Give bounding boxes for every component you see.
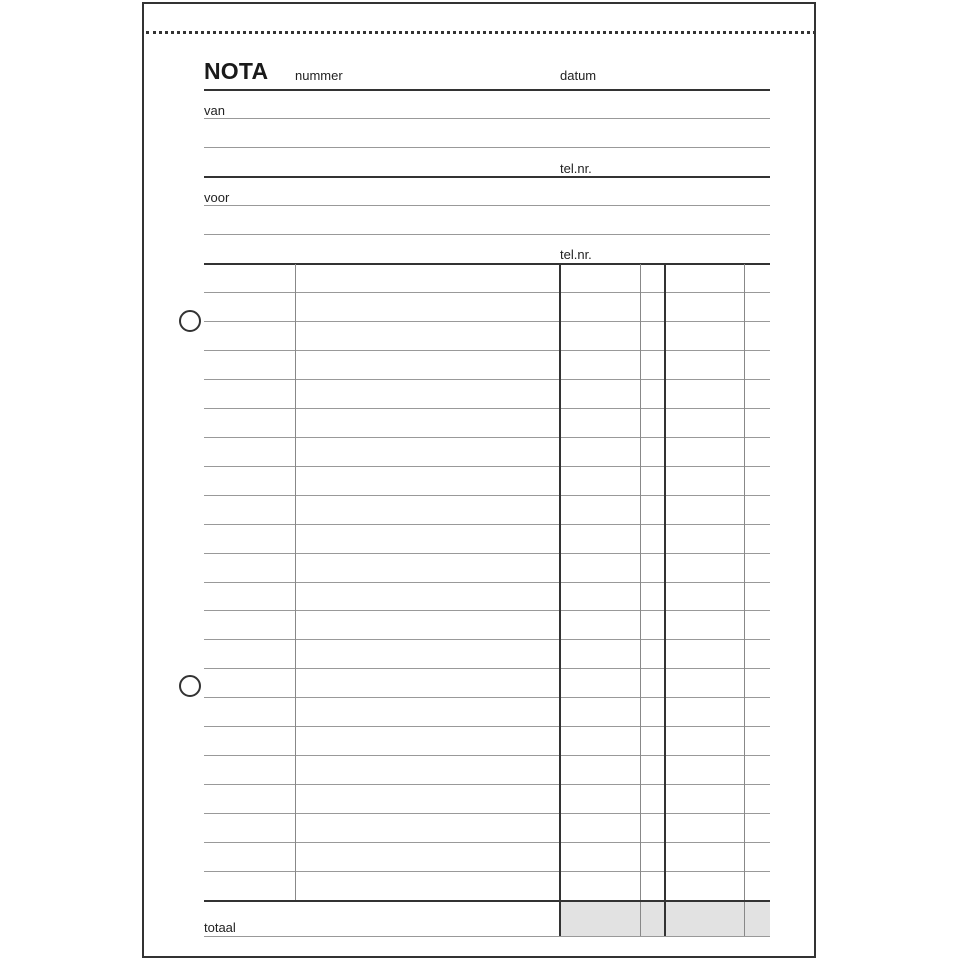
column-divider-price xyxy=(559,264,561,936)
table-row[interactable] xyxy=(204,379,770,380)
table-row[interactable] xyxy=(204,697,770,698)
table-row[interactable] xyxy=(204,842,770,843)
table-row[interactable] xyxy=(204,292,770,293)
table-row[interactable] xyxy=(204,437,770,438)
table-row[interactable] xyxy=(204,350,770,351)
punch-hole-top xyxy=(179,310,201,332)
column-divider-price-cents xyxy=(640,264,641,936)
total-label: totaal xyxy=(204,920,236,935)
column-divider-qty xyxy=(295,264,296,901)
table-row[interactable] xyxy=(204,784,770,785)
table-row[interactable] xyxy=(204,495,770,496)
table-row[interactable] xyxy=(204,524,770,525)
from-line-2[interactable] xyxy=(204,147,770,148)
column-divider-amount xyxy=(664,264,666,936)
table-row[interactable] xyxy=(204,813,770,814)
to-label: voor xyxy=(204,190,230,205)
table-row[interactable] xyxy=(204,610,770,611)
column-divider-amount-cents xyxy=(744,264,745,936)
table-row[interactable] xyxy=(204,321,770,322)
number-label: nummer xyxy=(295,68,343,83)
table-row[interactable] xyxy=(204,871,770,872)
form-sheet xyxy=(142,2,816,958)
form-title: NOTA xyxy=(204,58,269,84)
punch-hole-bottom xyxy=(179,675,201,697)
from-line-1[interactable] xyxy=(204,118,770,119)
header-rule xyxy=(204,89,770,91)
from-section-rule xyxy=(204,176,770,178)
table-top-rule xyxy=(204,263,770,265)
table-row[interactable] xyxy=(204,755,770,756)
to-phone-label: tel.nr. xyxy=(560,247,592,262)
perforation-line xyxy=(146,31,816,34)
table-row[interactable] xyxy=(204,466,770,467)
to-line-1[interactable] xyxy=(204,205,770,206)
total-rule xyxy=(204,936,770,937)
date-label: datum xyxy=(560,68,597,83)
table-row[interactable] xyxy=(204,408,770,409)
table-row[interactable] xyxy=(204,582,770,583)
table-bottom-rule xyxy=(204,900,770,902)
table-row[interactable] xyxy=(204,726,770,727)
table-row[interactable] xyxy=(204,553,770,554)
to-line-2[interactable] xyxy=(204,234,770,235)
from-label: van xyxy=(204,103,225,118)
from-phone-label: tel.nr. xyxy=(560,161,592,176)
table-row[interactable] xyxy=(204,668,770,669)
table-row[interactable] xyxy=(204,639,770,640)
